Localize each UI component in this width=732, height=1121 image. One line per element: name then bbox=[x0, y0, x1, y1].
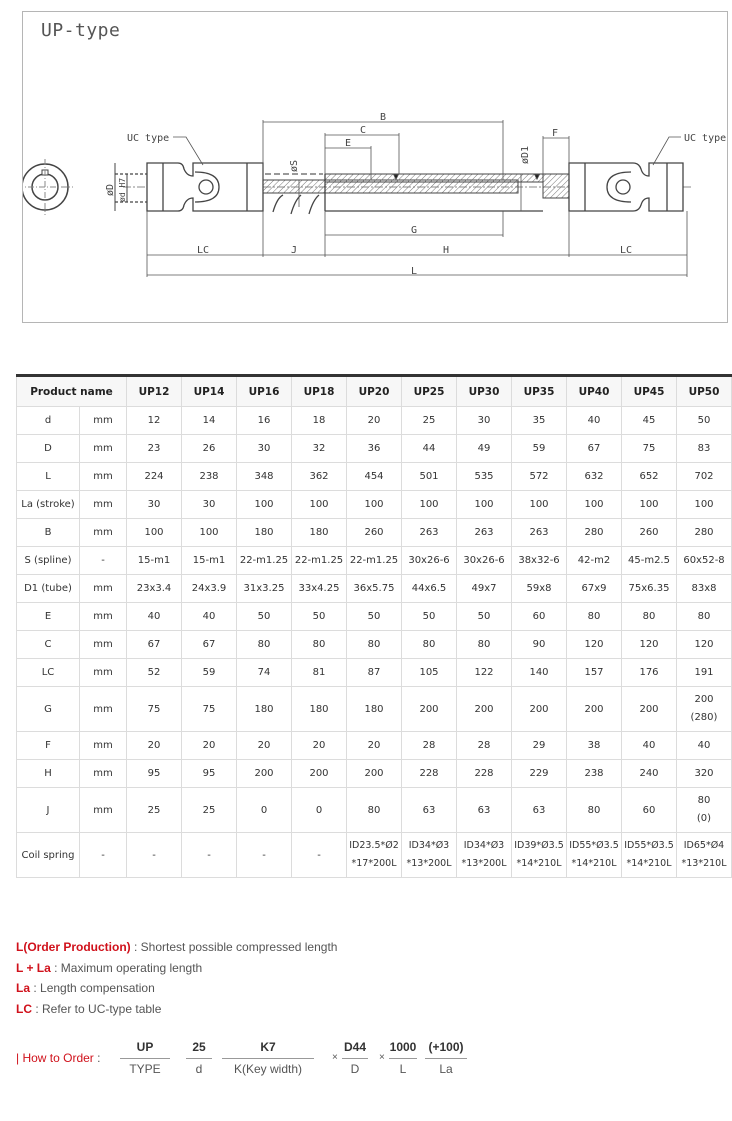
cell-line: ID23.5*Ø2 bbox=[349, 840, 399, 851]
cell-value: 28 bbox=[457, 732, 512, 760]
how-to-order-colon: : bbox=[93, 1051, 101, 1065]
times-separator: × bbox=[379, 1052, 385, 1063]
order-part-caption: K(Key width) bbox=[233, 1062, 303, 1076]
cell-value: 45 bbox=[622, 407, 677, 435]
cell-value: 105 bbox=[402, 659, 457, 687]
row-label: D bbox=[17, 435, 80, 463]
cell-value: 40 bbox=[182, 603, 237, 631]
cell-value: 260 bbox=[347, 519, 402, 547]
cell-line: *13*200L bbox=[461, 858, 507, 869]
cell-value: 632 bbox=[567, 463, 622, 491]
cell-line: ID55*Ø3.5 bbox=[569, 840, 619, 851]
cell-value: 80 bbox=[292, 631, 347, 659]
cell-value: 81 bbox=[292, 659, 347, 687]
cell-value: 702 bbox=[677, 463, 732, 491]
cell-value: 200 bbox=[402, 687, 457, 732]
cell-value: 22-m1.25 bbox=[237, 547, 292, 575]
row-label: G bbox=[17, 687, 80, 732]
header-model-up25: UP25 bbox=[402, 376, 457, 407]
row-label: L bbox=[17, 463, 80, 491]
cell-value: 40 bbox=[127, 603, 182, 631]
cell-value: 14 bbox=[182, 407, 237, 435]
notes bbox=[16, 937, 337, 1019]
note-line bbox=[16, 978, 337, 999]
cell-value: 75 bbox=[127, 687, 182, 732]
cell-value: 60 bbox=[622, 788, 677, 833]
cell-value: 40 bbox=[567, 407, 622, 435]
cell-value: 18 bbox=[292, 407, 347, 435]
cell-value: 42-m2 bbox=[567, 547, 622, 575]
cell-value: 80 bbox=[347, 631, 402, 659]
table-row bbox=[17, 788, 732, 833]
cell-value: - bbox=[292, 833, 347, 878]
uc-type-label-right: UC type bbox=[684, 133, 727, 144]
cell-value: 87 bbox=[347, 659, 402, 687]
cell-value: 263 bbox=[512, 519, 567, 547]
cell-value: 200 bbox=[622, 687, 677, 732]
dim-label-g: G bbox=[411, 225, 418, 236]
row-label: H bbox=[17, 760, 80, 788]
cell-value: 50 bbox=[347, 603, 402, 631]
cell-value: 36x5.75 bbox=[347, 575, 402, 603]
cell-value: 100 bbox=[347, 491, 402, 519]
header-product-name: Product name bbox=[17, 376, 127, 407]
table-row bbox=[17, 659, 732, 687]
cell-value: 50 bbox=[677, 407, 732, 435]
cell-value: 30x26-6 bbox=[457, 547, 512, 575]
dim-label-lc-right: LC bbox=[620, 245, 633, 256]
row-label: C bbox=[17, 631, 80, 659]
cell-value: 100 bbox=[182, 519, 237, 547]
note-key: La bbox=[16, 981, 31, 995]
order-part-value: 1000 bbox=[389, 1038, 417, 1059]
cell-value: 100 bbox=[622, 491, 677, 519]
cell-value: 44 bbox=[402, 435, 457, 463]
cell-value: 260 bbox=[622, 519, 677, 547]
cell-value: 50 bbox=[292, 603, 347, 631]
cell-value: 224 bbox=[127, 463, 182, 491]
cell-value: 20 bbox=[127, 732, 182, 760]
cell-value: 280 bbox=[567, 519, 622, 547]
header-model-up30: UP30 bbox=[457, 376, 512, 407]
note-key: L + La bbox=[16, 960, 51, 975]
cell-value: 75 bbox=[182, 687, 237, 732]
cell-value: 80 bbox=[567, 788, 622, 833]
row-unit: mm bbox=[80, 491, 127, 519]
cell-value: 80 bbox=[457, 631, 512, 659]
cell-value: 100 bbox=[677, 491, 732, 519]
cell-value: 20 bbox=[182, 732, 237, 760]
cell-value: 67 bbox=[182, 631, 237, 659]
table-row bbox=[17, 463, 732, 491]
table-row bbox=[17, 575, 732, 603]
cell-value: 80 bbox=[347, 788, 402, 833]
header-model-up35: UP35 bbox=[512, 376, 567, 407]
cell-value: 60x52-8 bbox=[677, 547, 732, 575]
cell-value: 572 bbox=[512, 463, 567, 491]
cell-value: 32 bbox=[292, 435, 347, 463]
row-label: D1 (tube) bbox=[17, 575, 80, 603]
cell-value: 30 bbox=[237, 435, 292, 463]
cell-value: 16 bbox=[237, 407, 292, 435]
cell-value: 40 bbox=[677, 732, 732, 760]
table-row bbox=[17, 833, 732, 878]
header-model-up40: UP40 bbox=[567, 376, 622, 407]
cell-value: 63 bbox=[457, 788, 512, 833]
cell-value: 33x4.25 bbox=[292, 575, 347, 603]
cell-value: 652 bbox=[622, 463, 677, 491]
cell-value bbox=[347, 833, 402, 878]
order-part-value: D44 bbox=[342, 1038, 368, 1059]
dim-label-phi-d-bore: ød H7 bbox=[118, 177, 127, 202]
cell-value: 45-m2.5 bbox=[622, 547, 677, 575]
row-unit: - bbox=[80, 833, 127, 878]
cell-value: 15-m1 bbox=[182, 547, 237, 575]
cell-value: 501 bbox=[402, 463, 457, 491]
cell-value: 22-m1.25 bbox=[347, 547, 402, 575]
dim-label-lc-left: LC bbox=[197, 245, 210, 256]
right-uc-coupling bbox=[569, 163, 683, 211]
row-label: B bbox=[17, 519, 80, 547]
cell-value: 120 bbox=[567, 631, 622, 659]
note-key: L(Order Production) bbox=[16, 940, 131, 954]
header-model-up45: UP45 bbox=[622, 376, 677, 407]
cell-value: 30x26-6 bbox=[402, 547, 457, 575]
cell-value bbox=[622, 833, 677, 878]
order-part bbox=[425, 1038, 467, 1077]
drawing-title: UP-type bbox=[41, 20, 121, 41]
cell-value: 80 bbox=[402, 631, 457, 659]
cell-value: 240 bbox=[622, 760, 677, 788]
row-unit: mm bbox=[80, 519, 127, 547]
cell-value: 67 bbox=[567, 435, 622, 463]
technical-drawing bbox=[22, 11, 728, 323]
uc-type-label-left: UC type bbox=[127, 133, 170, 144]
cell-value: 238 bbox=[567, 760, 622, 788]
cell-line: (0) bbox=[696, 813, 712, 824]
note-text: : Maximum operating length bbox=[50, 960, 203, 975]
cell-value: 122 bbox=[457, 659, 512, 687]
cell-value: 454 bbox=[347, 463, 402, 491]
cell-value: - bbox=[182, 833, 237, 878]
cell-value bbox=[402, 833, 457, 878]
cell-value: 50 bbox=[402, 603, 457, 631]
row-label: d bbox=[17, 407, 80, 435]
cell-value: 100 bbox=[512, 491, 567, 519]
table-row bbox=[17, 491, 732, 519]
cell-value: 263 bbox=[402, 519, 457, 547]
how-to-order-label bbox=[16, 1051, 100, 1065]
header-model-up18: UP18 bbox=[292, 376, 347, 407]
cell-value: 20 bbox=[237, 732, 292, 760]
cell-line: ID39*Ø3.5 bbox=[514, 840, 564, 851]
row-unit: mm bbox=[80, 435, 127, 463]
cell-value: 95 bbox=[182, 760, 237, 788]
order-part bbox=[120, 1038, 170, 1077]
spec-table bbox=[16, 374, 732, 878]
cell-line: 200 bbox=[694, 694, 714, 705]
cell-value: 229 bbox=[512, 760, 567, 788]
cell-value: 100 bbox=[567, 491, 622, 519]
cell-value: 67 bbox=[127, 631, 182, 659]
cell-value: 59 bbox=[512, 435, 567, 463]
cell-value: 200 bbox=[347, 760, 402, 788]
row-unit: mm bbox=[80, 760, 127, 788]
cell-value: 100 bbox=[457, 491, 512, 519]
cell-value bbox=[677, 833, 732, 878]
note-line bbox=[16, 999, 337, 1020]
row-unit: mm bbox=[80, 687, 127, 732]
cell-value: 280 bbox=[677, 519, 732, 547]
cell-value: 20 bbox=[347, 732, 402, 760]
dim-label-l: L bbox=[411, 266, 418, 277]
note-text: : Refer to UC-type table bbox=[32, 1001, 162, 1016]
row-unit: mm bbox=[80, 659, 127, 687]
cell-value: 67x9 bbox=[567, 575, 622, 603]
cell-value: 59 bbox=[182, 659, 237, 687]
cell-value: 100 bbox=[402, 491, 457, 519]
table-row bbox=[17, 435, 732, 463]
cell-value: 80 bbox=[237, 631, 292, 659]
row-unit: mm bbox=[80, 407, 127, 435]
dim-label-phi-s: øS bbox=[289, 159, 300, 172]
dim-label-f: F bbox=[552, 128, 559, 139]
cell-value: 200 bbox=[457, 687, 512, 732]
cell-line: *14*210L bbox=[571, 858, 617, 869]
cell-value: 38 bbox=[567, 732, 622, 760]
order-part-value: UP bbox=[120, 1038, 170, 1059]
row-unit: mm bbox=[80, 575, 127, 603]
table-header-row bbox=[17, 376, 732, 407]
note-text: : Shortest possible compressed length bbox=[130, 940, 338, 954]
cell-value bbox=[677, 687, 732, 732]
cell-line: ID34*Ø3 bbox=[463, 840, 505, 851]
table-row bbox=[17, 407, 732, 435]
cell-line: ID65*Ø4 bbox=[683, 840, 725, 851]
cell-line: *13*210L bbox=[681, 858, 727, 869]
cell-value: 320 bbox=[677, 760, 732, 788]
cell-value: 24x3.9 bbox=[182, 575, 237, 603]
how-to-order-title: | How to Order bbox=[16, 1051, 94, 1065]
order-part bbox=[222, 1038, 314, 1077]
cell-value bbox=[567, 833, 622, 878]
cell-value: 29 bbox=[512, 732, 567, 760]
cell-value: 52 bbox=[127, 659, 182, 687]
cell-value: 63 bbox=[512, 788, 567, 833]
table-row bbox=[17, 631, 732, 659]
cell-value: 25 bbox=[402, 407, 457, 435]
table-row bbox=[17, 519, 732, 547]
dim-label-b: B bbox=[380, 112, 387, 123]
cell-value: 238 bbox=[182, 463, 237, 491]
table-row bbox=[17, 603, 732, 631]
cell-line: *17*200L bbox=[351, 858, 397, 869]
cell-value: 22-m1.25 bbox=[292, 547, 347, 575]
cell-value: 120 bbox=[622, 631, 677, 659]
order-part-caption: TYPE bbox=[129, 1062, 161, 1076]
order-part-caption: La bbox=[439, 1062, 453, 1076]
cell-line: ID55*Ø3.5 bbox=[624, 840, 674, 851]
cell-value: 25 bbox=[182, 788, 237, 833]
cell-value: 44x6.5 bbox=[402, 575, 457, 603]
cell-value: 176 bbox=[622, 659, 677, 687]
row-unit: mm bbox=[80, 732, 127, 760]
cell-value: 59x8 bbox=[512, 575, 567, 603]
row-label: LC bbox=[17, 659, 80, 687]
cell-value: 50 bbox=[457, 603, 512, 631]
cell-line: *14*210L bbox=[516, 858, 562, 869]
cell-value: 50 bbox=[237, 603, 292, 631]
cell-value: 180 bbox=[292, 687, 347, 732]
dim-label-e: E bbox=[345, 138, 352, 149]
header-model-up14: UP14 bbox=[182, 376, 237, 407]
up-type-drawing bbox=[23, 12, 729, 324]
note-key: LC bbox=[16, 1001, 32, 1016]
cell-line: *13*200L bbox=[406, 858, 452, 869]
cell-value: 23x3.4 bbox=[127, 575, 182, 603]
cell-value: 75 bbox=[622, 435, 677, 463]
cell-value: 90 bbox=[512, 631, 567, 659]
cell-value: 362 bbox=[292, 463, 347, 491]
order-part-caption: L bbox=[399, 1062, 407, 1076]
cell-value: 38x32-6 bbox=[512, 547, 567, 575]
cell-value: 49 bbox=[457, 435, 512, 463]
order-part bbox=[186, 1038, 212, 1077]
times-separator: × bbox=[332, 1052, 338, 1063]
cell-value: 20 bbox=[292, 732, 347, 760]
cell-value bbox=[457, 833, 512, 878]
cell-value: 180 bbox=[237, 519, 292, 547]
order-part-value: (+100) bbox=[425, 1038, 467, 1059]
order-part-value: K7 bbox=[222, 1038, 314, 1059]
cell-value: 100 bbox=[127, 519, 182, 547]
header-model-up12: UP12 bbox=[127, 376, 182, 407]
cell-value: 36 bbox=[347, 435, 402, 463]
order-part bbox=[342, 1038, 368, 1077]
cell-value: 0 bbox=[237, 788, 292, 833]
cell-value: 95 bbox=[127, 760, 182, 788]
row-unit: - bbox=[80, 547, 127, 575]
cell-line: 80 bbox=[697, 795, 711, 806]
cell-value: 263 bbox=[457, 519, 512, 547]
cell-value: 348 bbox=[237, 463, 292, 491]
cell-value: 200 bbox=[237, 760, 292, 788]
cell-line: *14*210L bbox=[626, 858, 672, 869]
row-unit: mm bbox=[80, 631, 127, 659]
cell-value: 60 bbox=[512, 603, 567, 631]
cell-value: 140 bbox=[512, 659, 567, 687]
order-part-caption: D bbox=[350, 1062, 360, 1076]
cell-value: 23 bbox=[127, 435, 182, 463]
table-row bbox=[17, 760, 732, 788]
order-part bbox=[389, 1038, 417, 1077]
table-row bbox=[17, 687, 732, 732]
note-line bbox=[16, 958, 337, 979]
cell-value: 49x7 bbox=[457, 575, 512, 603]
row-label: S (spline) bbox=[17, 547, 80, 575]
cell-value: 12 bbox=[127, 407, 182, 435]
row-unit: mm bbox=[80, 788, 127, 833]
cell-value: 120 bbox=[677, 631, 732, 659]
row-label: La (stroke) bbox=[17, 491, 80, 519]
cell-value: 80 bbox=[567, 603, 622, 631]
cell-value bbox=[677, 788, 732, 833]
cell-value: 228 bbox=[402, 760, 457, 788]
order-part-caption: d bbox=[195, 1062, 203, 1076]
cell-value: 30 bbox=[182, 491, 237, 519]
cell-value: 40 bbox=[622, 732, 677, 760]
dim-label-phi-d1: øD1 bbox=[520, 145, 531, 164]
table-row bbox=[17, 732, 732, 760]
cell-value: 80 bbox=[622, 603, 677, 631]
cell-value: 180 bbox=[347, 687, 402, 732]
row-label: F bbox=[17, 732, 80, 760]
dim-label-h: H bbox=[443, 245, 450, 256]
cell-value: 20 bbox=[347, 407, 402, 435]
cell-value: 30 bbox=[127, 491, 182, 519]
row-label: Coil spring bbox=[17, 833, 80, 878]
cell-value: 100 bbox=[237, 491, 292, 519]
cell-value: 63 bbox=[402, 788, 457, 833]
cell-value: 31x3.25 bbox=[237, 575, 292, 603]
cell-value: 83 bbox=[677, 435, 732, 463]
cell-value: 228 bbox=[457, 760, 512, 788]
end-view-hub bbox=[23, 159, 73, 215]
cell-value: - bbox=[237, 833, 292, 878]
cell-value: - bbox=[127, 833, 182, 878]
cell-line: (280) bbox=[690, 712, 718, 723]
dim-label-j: J bbox=[291, 245, 298, 256]
header-model-up16: UP16 bbox=[237, 376, 292, 407]
cell-value: 25 bbox=[127, 788, 182, 833]
cell-value: 26 bbox=[182, 435, 237, 463]
cell-line: ID34*Ø3 bbox=[408, 840, 450, 851]
cell-value: 535 bbox=[457, 463, 512, 491]
cell-value: 83x8 bbox=[677, 575, 732, 603]
cell-value: 200 bbox=[512, 687, 567, 732]
note-text: : Length compensation bbox=[30, 981, 155, 995]
row-unit: mm bbox=[80, 603, 127, 631]
dim-label-phi-d-outer: øD bbox=[105, 183, 116, 196]
cell-value: 28 bbox=[402, 732, 457, 760]
cell-value: 35 bbox=[512, 407, 567, 435]
cell-value: 74 bbox=[237, 659, 292, 687]
header-model-up20: UP20 bbox=[347, 376, 402, 407]
table-row bbox=[17, 547, 732, 575]
cell-value: 30 bbox=[457, 407, 512, 435]
cell-value: 80 bbox=[677, 603, 732, 631]
cell-value: 0 bbox=[292, 788, 347, 833]
cell-value: 157 bbox=[567, 659, 622, 687]
cell-value: 200 bbox=[567, 687, 622, 732]
row-unit: mm bbox=[80, 463, 127, 491]
header-model-up50: UP50 bbox=[677, 376, 732, 407]
row-label: E bbox=[17, 603, 80, 631]
cell-value: 75x6.35 bbox=[622, 575, 677, 603]
order-part-value: 25 bbox=[186, 1038, 212, 1059]
cell-value: 180 bbox=[237, 687, 292, 732]
cell-value: 180 bbox=[292, 519, 347, 547]
cell-value bbox=[512, 833, 567, 878]
dim-label-c: C bbox=[360, 125, 367, 136]
cell-value: 191 bbox=[677, 659, 732, 687]
cell-value: 100 bbox=[292, 491, 347, 519]
cell-value: 200 bbox=[292, 760, 347, 788]
row-label: J bbox=[17, 788, 80, 833]
note-line bbox=[16, 937, 337, 958]
cell-value: 15-m1 bbox=[127, 547, 182, 575]
